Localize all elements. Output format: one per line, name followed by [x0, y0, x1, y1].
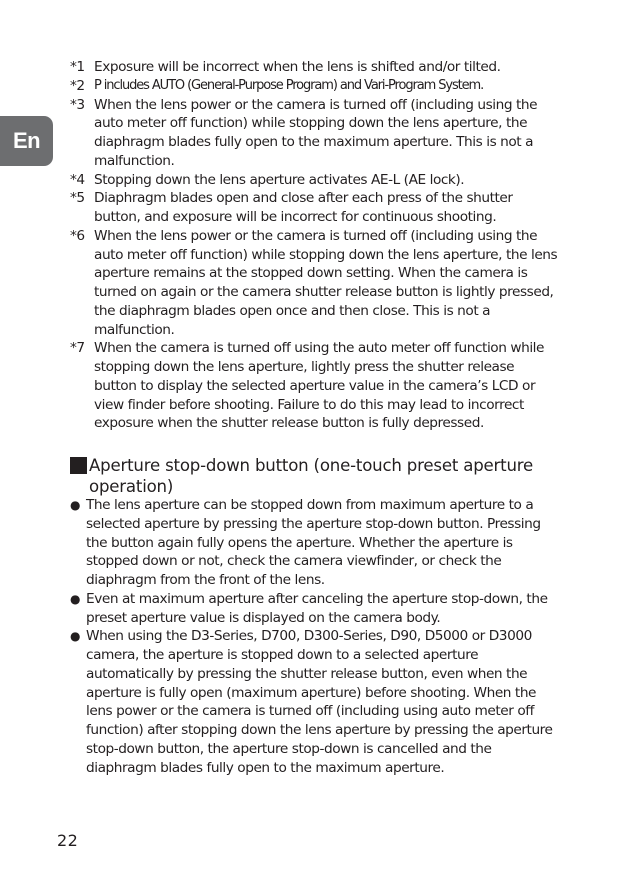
page-number: 22: [57, 831, 79, 850]
footnote-marker: *6: [70, 227, 85, 244]
footnote-item: [70, 58, 560, 77]
footnote-text: P includes AUTO (General-Purpose Program) and Vari-Program System.: [94, 77, 484, 93]
bullet-dot-icon: ●: [70, 629, 81, 644]
footnote-text: When the lens power or the camera is turned off (including using the auto meter off function) while stopping down the lens aperture, the lens aperture remains at the stopped down setting. When the camera is turned on again or the camera shutter release button is lightly pressed, the diaphragm blades open once and then close. This is not a malfunction.: [94, 227, 558, 338]
footnote-marker: *7: [70, 340, 85, 357]
footnote-marker: *1: [70, 59, 85, 75]
square-bullet-icon: [70, 457, 87, 474]
bullet-item: [70, 627, 560, 777]
section-heading-text: Aperture stop-down button (one-touch preset aperture operation): [89, 456, 534, 496]
language-tab-label: En: [12, 128, 41, 153]
footnote-item: [70, 189, 560, 227]
footnote-item: [70, 96, 560, 171]
footnote-item: [70, 227, 560, 340]
footnote-text: Diaphragm blades open and close after each press of the shutter button, and exposure will be incorrect for continuous shooting.: [94, 190, 513, 225]
footnote-item: [70, 339, 560, 433]
bullet-dot-icon: ●: [70, 498, 81, 512]
footnote-text: Exposure will be incorrect when the lens is shifted and/or tilted.: [94, 59, 501, 75]
bullet-item: [70, 590, 560, 628]
bullet-item: [70, 496, 560, 590]
footnote-text: When the camera is turned off using the auto meter off function while stopping down the lens aperture, lightly press the shutter release button to display the selected aperture value in the camera’s LCD or view finder before shooting. Failure to do this may lead to incorrect exposure when the shutter release button is fully depressed.: [94, 340, 544, 432]
footnote-marker: *3: [70, 96, 85, 113]
footnote-text: When the lens power or the camera is turned off (including using the auto meter off function) while stopping down the lens aperture, the diaphragm blades fully open to the maximum aperture. This is not a malfunction.: [94, 96, 538, 169]
footnote-marker: *5: [70, 190, 85, 207]
bullet-text: When using the D3-Series, D700, D300-Series, D90, D5000 or D3000 camera, the aperture is stopped down to a selected aperture automatically by pressing the shutter release button, even when the aperture is fully open (maximum aperture) before shooting. When the lens power or the camera is turned off (including using auto meter off function) after stopping down the lens aperture by pressing the aperture stop-down button, the aperture stop-down is cancelled and the diaphragm blades fully open to the maximum aperture.: [86, 628, 553, 776]
footnote-text: Stopping down the lens aperture activates AE-L (AE lock).: [94, 171, 465, 188]
bullet-text: The lens aperture can be stopped down from maximum aperture to a selected aperture by pressing the aperture stop-down button. Pressing the button again fully opens the aperture. Whether the aperture is stopped down or not, check the camera viewfinder, or check the diaphragm from the front of the lens.: [86, 497, 541, 588]
bullet-dot-icon: ●: [70, 591, 81, 606]
footnote-item: [70, 77, 560, 96]
section-heading: [70, 455, 560, 497]
footnote-item: [70, 171, 560, 190]
footnote-list: [70, 58, 560, 433]
bullet-list: [70, 496, 560, 777]
bullet-text: Even at maximum aperture after canceling the aperture stop-down, the preset aperture value is displayed on the camera body.: [86, 590, 548, 626]
footnote-marker: *2: [70, 77, 85, 94]
language-tab: [0, 116, 53, 166]
footnote-marker: *4: [70, 171, 85, 188]
